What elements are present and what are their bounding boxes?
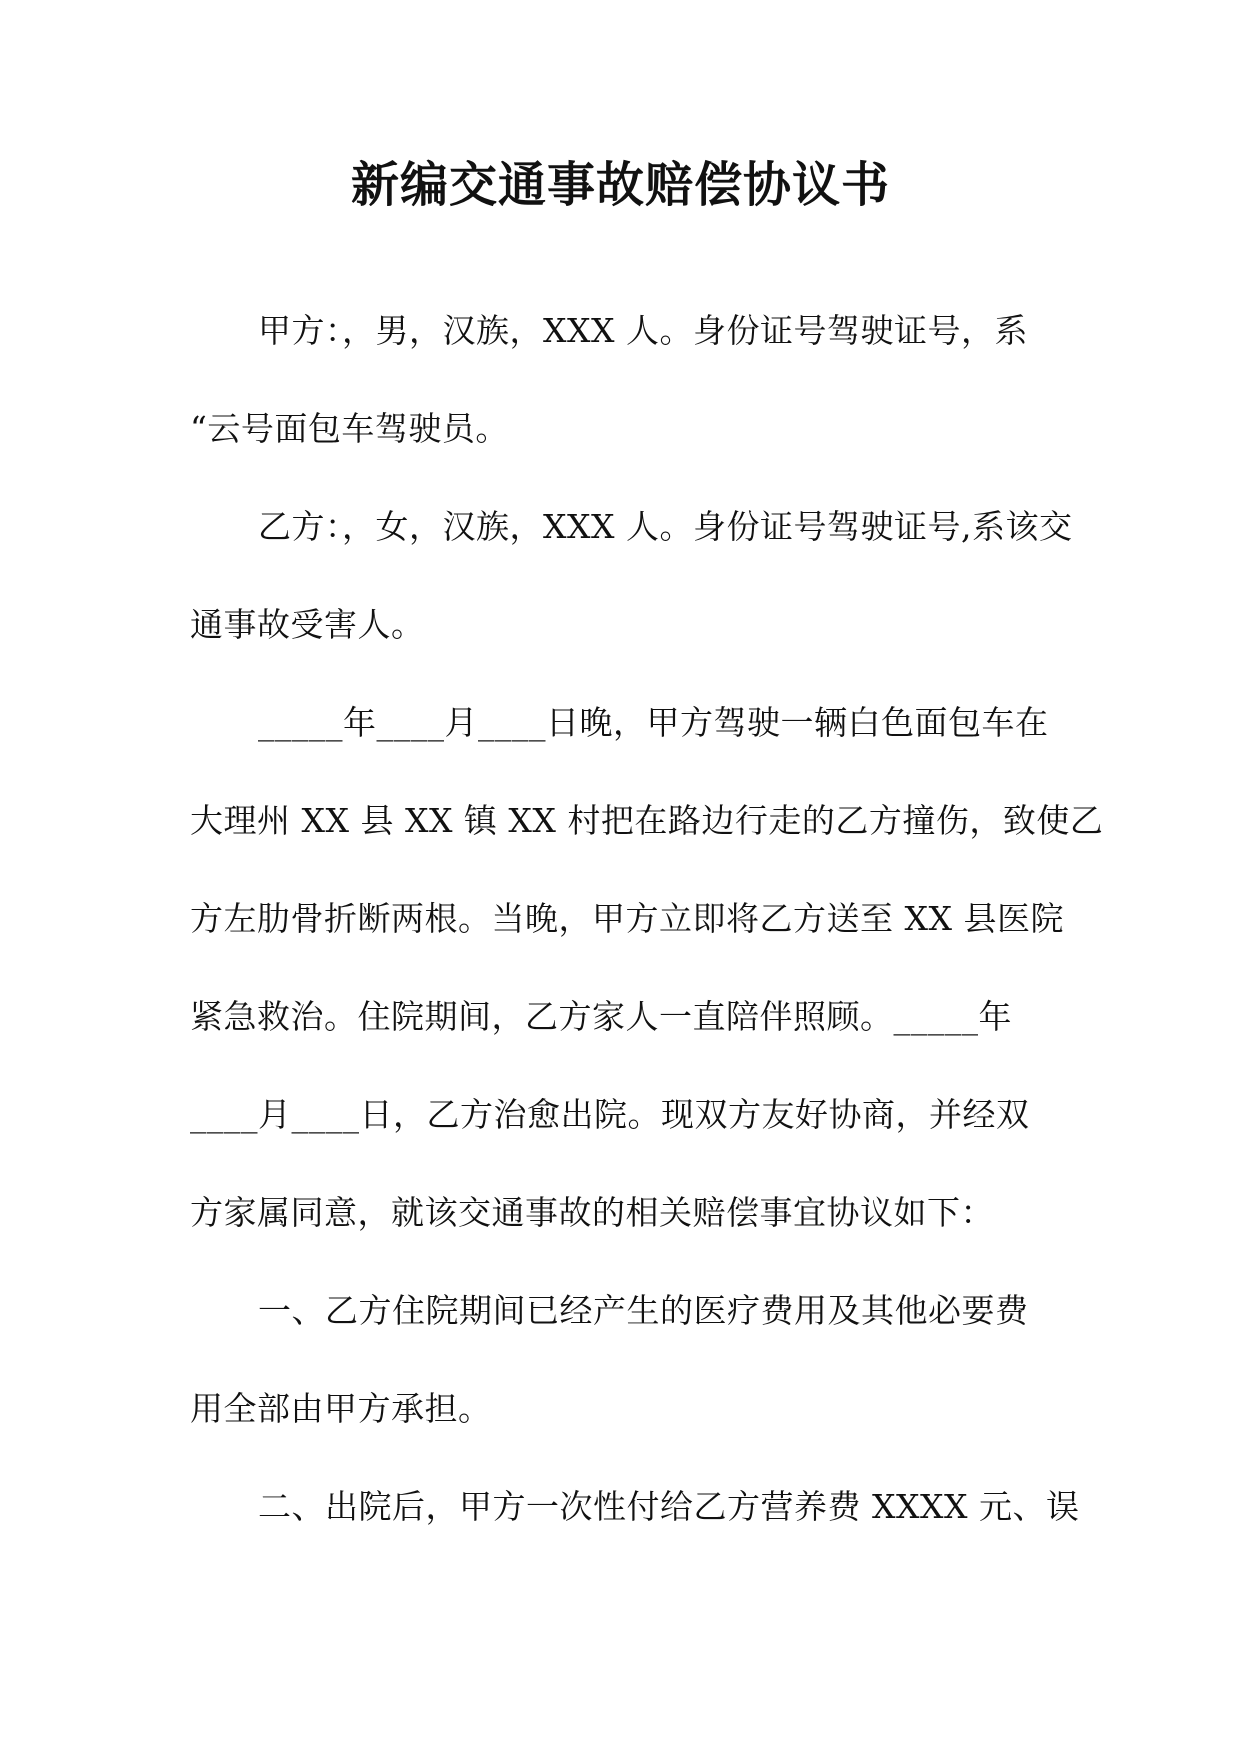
incident-line-6: 方家属同意，就该交通事故的相关赔偿事宜协议如下： [190, 1193, 994, 1232]
party-a-line-1: 甲方：，男，汉族，XXX 人。身份证号驾驶证号，系 [258, 311, 1028, 350]
incident-line-5: ____月____日，乙方治愈出院。现双方友好协商，并经双 [190, 1095, 1030, 1134]
clause-2-line-1: 二、出院后，甲方一次性付给乙方营养费 XXXX 元、误 [258, 1487, 1080, 1526]
party-a-line-2: “云号面包车驾驶员。 [190, 409, 509, 448]
document-title: 新编交通事故赔偿协议书 [350, 157, 890, 213]
clause-1-line-2: 用全部由甲方承担。 [190, 1389, 492, 1428]
incident-line-2: 大理州 XX 县 XX 镇 XX 村把在路边行走的乙方撞伤，致使乙 [190, 801, 1104, 840]
incident-line-3: 方左肋骨折断两根。当晚，甲方立即将乙方送至 XX 县医院 [190, 899, 1064, 938]
party-b-line-2: 通事故受害人。 [190, 605, 425, 644]
clause-1-line-1: 一、乙方住院期间已经产生的医疗费用及其他必要费 [258, 1291, 1029, 1330]
incident-line-4: 紧急救治。住院期间，乙方家人一直陪伴照顾。_____年 [190, 997, 1012, 1036]
incident-line-1: _____年____月____日晚，甲方驾驶一辆白色面包车在 [258, 703, 1049, 742]
party-b-line-1: 乙方：，女，汉族，XXX 人。身份证号驾驶证号,系该交 [258, 507, 1073, 546]
